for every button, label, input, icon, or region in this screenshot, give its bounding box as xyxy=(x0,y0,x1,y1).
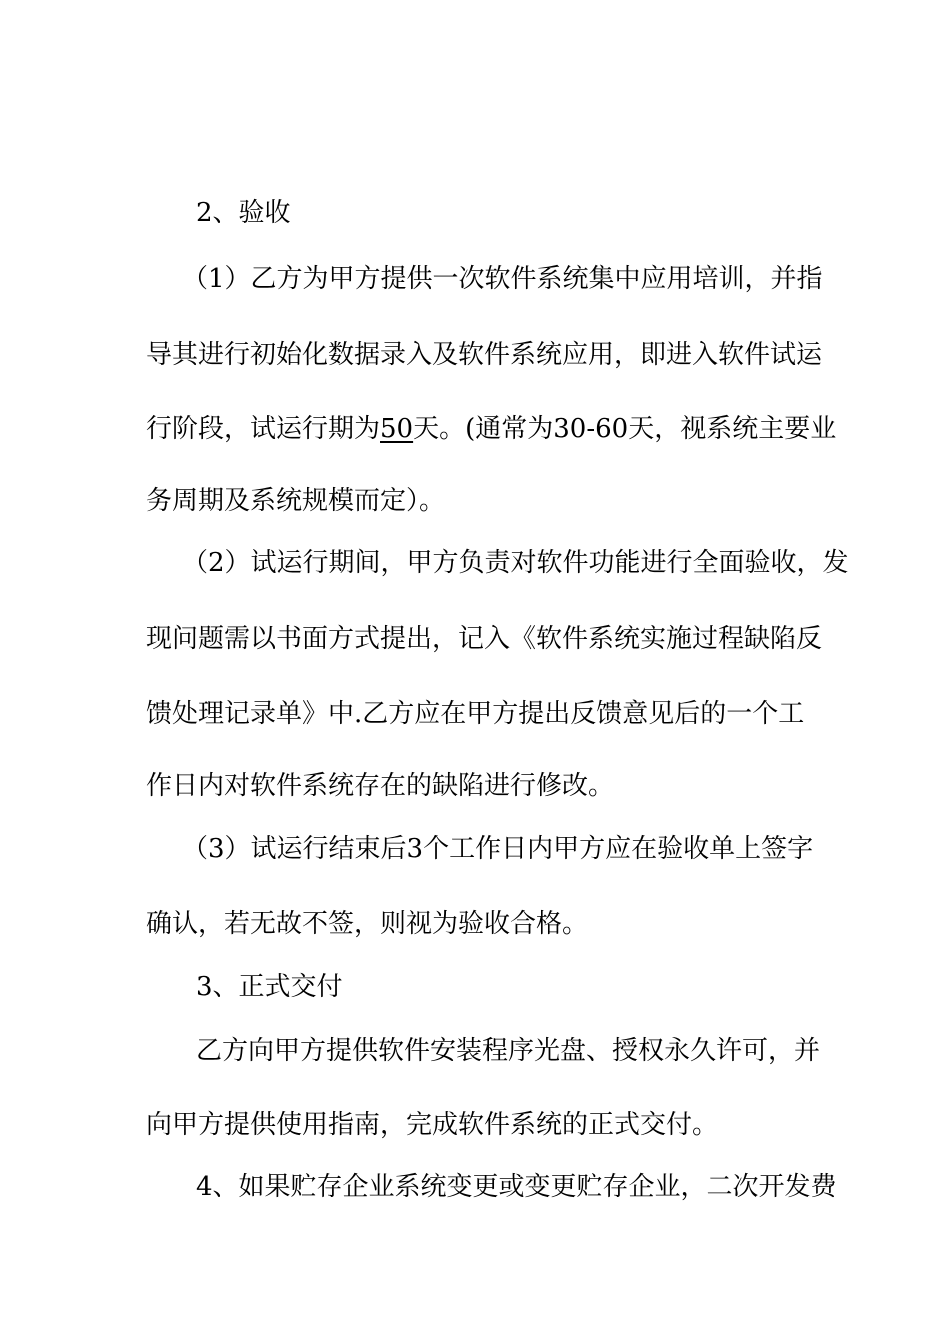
paragraph-line: 4、如果贮存企业系统变更或变更贮存企业，二次开发费 xyxy=(196,1172,837,1202)
paragraph-line: 向甲方提供使用指南，完成软件系统的正式交付。 xyxy=(146,1110,719,1140)
trial-days-value: 50 xyxy=(380,414,414,444)
paragraph-line: （3）试运行结束后3个工作日内甲方应在验收单上签字 xyxy=(182,834,814,864)
paragraph-line: （2）试运行期间，甲方负责对软件功能进行全面验收，发 xyxy=(182,548,849,578)
paragraph-line: 导其进行初始化数据录入及软件系统应用，即进入软件试运 xyxy=(146,340,823,370)
paragraph-line: 馈处理记录单》中.乙方应在甲方提出反馈意见后的一个工 xyxy=(146,699,805,729)
text-segment: 行阶段，试运行期为 xyxy=(146,414,381,444)
paragraph-line: 乙方向甲方提供软件安装程序光盘、授权永久许可，并 xyxy=(196,1036,821,1066)
section-heading-acceptance: 2、验收 xyxy=(196,198,291,228)
paragraph-line: 确认，若无故不签，则视为验收合格。 xyxy=(146,909,589,939)
paragraph-line: （1）乙方为甲方提供一次软件系统集中应用培训，并指 xyxy=(182,264,823,294)
paragraph-line: 现问题需以书面方式提出，记入《软件系统实施过程缺陷反 xyxy=(146,624,823,654)
text-segment: 天。(通常为30-60天，视系统主要业 xyxy=(413,414,837,444)
section-heading-delivery: 3、正式交付 xyxy=(196,972,343,1002)
paragraph-line xyxy=(146,412,837,446)
paragraph-line: 务周期及系统规模而定）。 xyxy=(146,486,446,516)
paragraph-line: 作日内对软件系统存在的缺陷进行修改。 xyxy=(146,771,615,801)
